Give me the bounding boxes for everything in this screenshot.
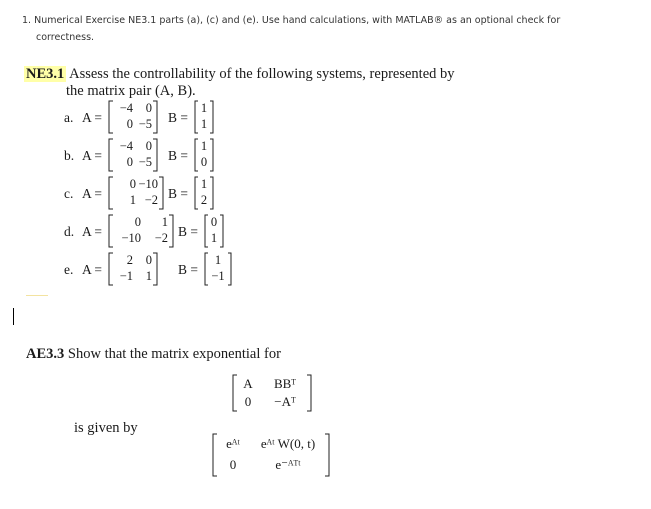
a-equals: A =	[82, 148, 102, 163]
a-equals: A =	[82, 186, 102, 201]
matrix-b	[194, 176, 214, 210]
highlight-remnant	[26, 295, 48, 296]
a12: 0	[145, 253, 152, 267]
part-row	[64, 138, 304, 172]
ne31-heading	[24, 66, 455, 83]
matrix-a	[108, 100, 158, 134]
text-cursor	[13, 308, 14, 325]
ne31-text-line-2: the matrix pair (A, B).	[66, 83, 196, 99]
matrix-b	[194, 138, 214, 172]
part-label: c.	[64, 186, 74, 201]
exp-e-at: eᴬᵗ	[226, 436, 240, 451]
a22: −2	[144, 193, 158, 207]
block-a: A	[243, 376, 253, 391]
instructions	[22, 12, 622, 46]
part-row	[64, 176, 304, 210]
a22: −5	[138, 155, 152, 169]
a12: 1	[161, 215, 168, 229]
b1: 0	[210, 215, 218, 229]
a-equals: A =	[82, 262, 102, 277]
instructions-line-1: 1. Numerical Exercise NE3.1 parts (a), (c) and (e). Use hand calculations, with MATLAB® as an optional check for	[22, 15, 561, 26]
a22: 1	[145, 269, 152, 283]
a11: −4	[119, 139, 133, 153]
matrix-a	[108, 214, 174, 248]
a11: 2	[126, 253, 133, 267]
part-label: a.	[64, 110, 74, 125]
a21: −1	[119, 269, 133, 283]
part-row	[64, 100, 304, 134]
b-equals: B =	[178, 224, 198, 239]
part-row	[64, 214, 304, 248]
a12: −10	[138, 177, 158, 191]
part-label: d.	[64, 224, 75, 239]
ae33-given: is given by	[74, 420, 138, 436]
b2: 1	[210, 231, 218, 245]
a12: 0	[145, 139, 152, 153]
matrix-a	[108, 176, 164, 210]
part-row	[64, 252, 304, 286]
b-equals: B =	[168, 186, 188, 201]
a11: −4	[119, 101, 133, 115]
a11: 0	[134, 215, 141, 229]
a12: 0	[145, 101, 152, 115]
exp-zero: 0	[229, 457, 237, 472]
b-equals: B =	[168, 110, 188, 125]
b1: 1	[200, 101, 208, 115]
matrix-a	[108, 252, 158, 286]
b2: 2	[200, 193, 208, 207]
b1: 1	[200, 139, 208, 153]
a22: −5	[138, 117, 152, 131]
ae33-number: AE3.3	[26, 346, 65, 362]
a11: 0	[129, 177, 136, 191]
a21: 1	[129, 193, 136, 207]
matrix-a	[108, 138, 158, 172]
block-zero: 0	[244, 394, 252, 409]
exp-matrix	[212, 432, 330, 478]
a21: −10	[121, 231, 141, 245]
part-label: b.	[64, 148, 75, 163]
b1: 1	[200, 177, 208, 191]
a-equals: A =	[82, 224, 102, 239]
b2: 0	[200, 155, 208, 169]
ae33-heading	[26, 346, 281, 363]
ne31-text: Assess the controllability of the following systems, represented by	[69, 66, 455, 82]
block-bbt: BBᵀ	[273, 376, 297, 391]
a22: −2	[154, 231, 168, 245]
b2: 1	[200, 117, 208, 131]
exp-e-at-w: eᴬᵗ W(0, t)	[260, 436, 316, 451]
matrix-b	[204, 252, 232, 286]
a-equals: A =	[82, 110, 102, 125]
block-neg-at: −Aᵀ	[274, 394, 296, 409]
matrix-b	[194, 100, 214, 134]
ne31-number: NE3.1	[26, 66, 65, 82]
part-label: e.	[64, 262, 74, 277]
b2: −1	[211, 269, 225, 283]
exp-e-neg-att: e⁻ᴬᵀᵗ	[275, 457, 301, 472]
instructions-line-2: correctness.	[36, 32, 95, 43]
b1: 1	[214, 253, 222, 267]
b-equals: B =	[168, 148, 188, 163]
block-matrix	[232, 373, 312, 413]
ae33-text: Show that the matrix exponential for	[67, 346, 281, 362]
matrix-b	[204, 214, 224, 248]
a21: 0	[126, 117, 133, 131]
b-equals: B =	[178, 262, 198, 277]
a21: 0	[126, 155, 133, 169]
